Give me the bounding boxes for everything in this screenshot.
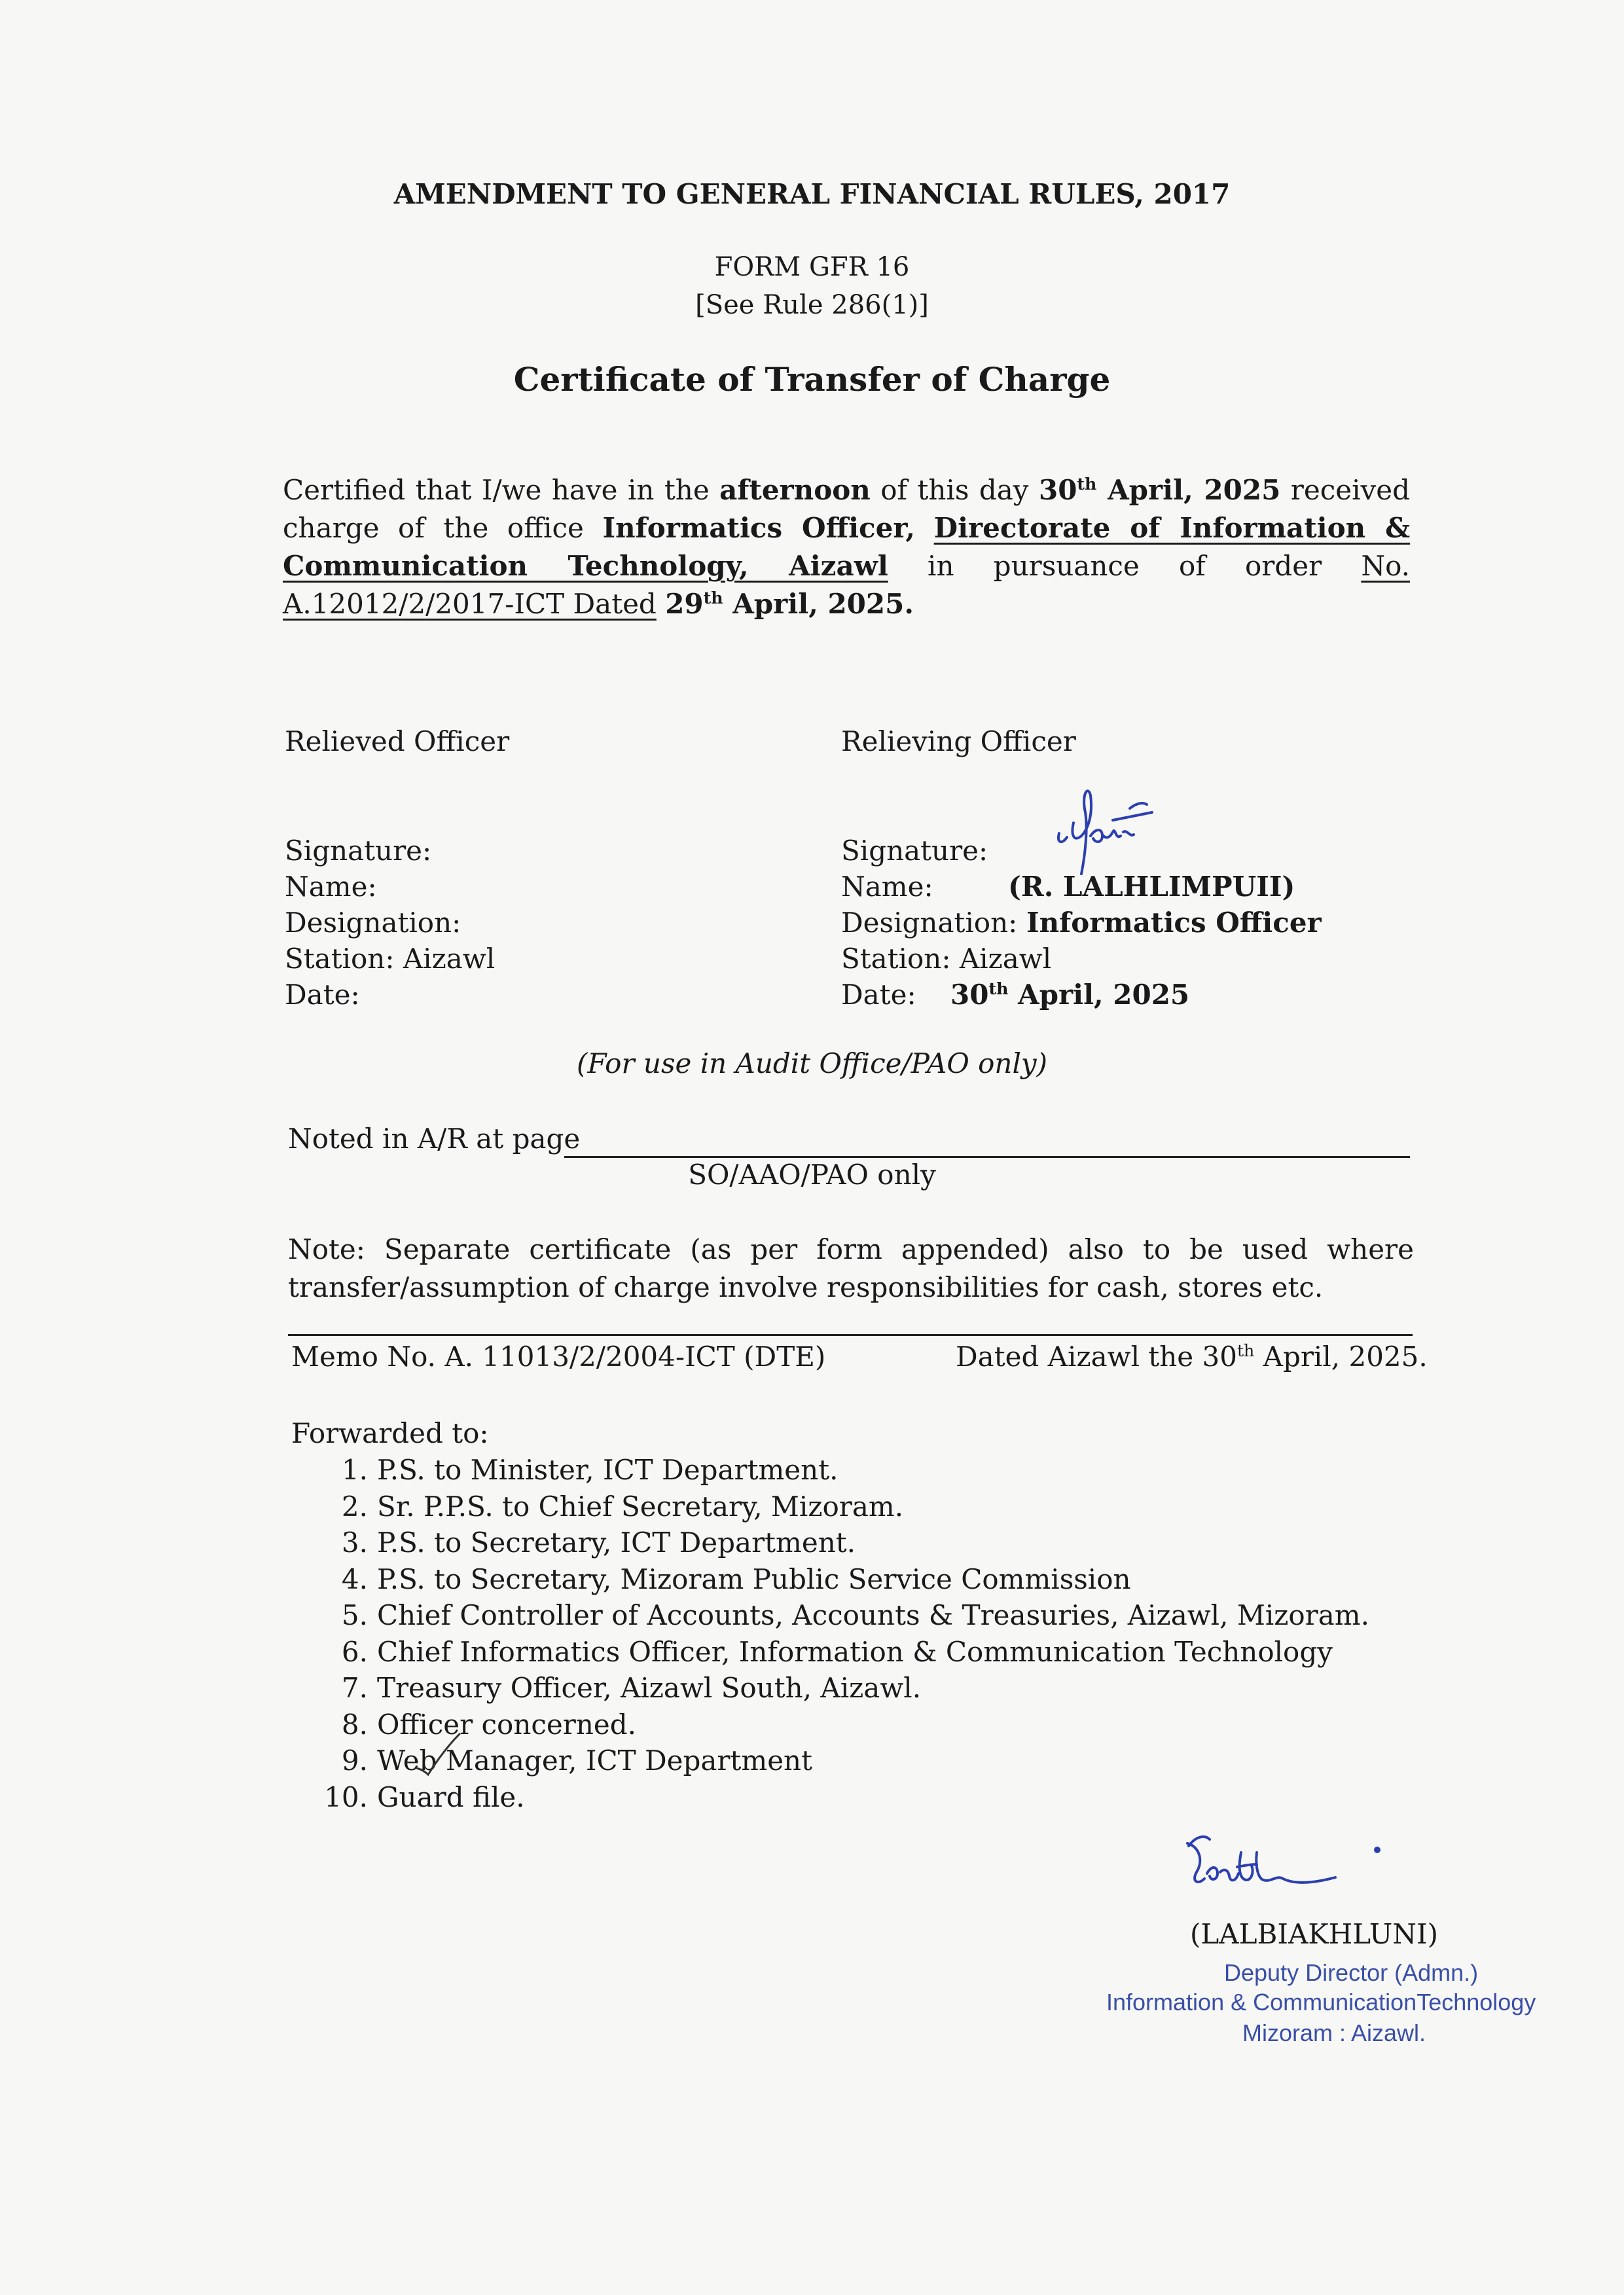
certificate-paragraph — [283, 471, 1410, 623]
cert-text-3: received charge of the office — [283, 474, 1410, 544]
list-number: 9. — [341, 1744, 368, 1777]
relieving-designation-value: Informatics Officer — [1026, 907, 1322, 939]
cert-day: 30 — [1038, 474, 1077, 506]
cert-day-sup: th — [1077, 474, 1097, 494]
cert-date: April, 2025 — [1096, 474, 1281, 506]
relieved-name-label: Name: — [285, 871, 377, 903]
cert-office: Informatics Officer, — [602, 512, 916, 544]
relieving-signature-icon — [1047, 782, 1218, 880]
list-item — [316, 1707, 1369, 1743]
memo-divider — [288, 1334, 1413, 1336]
list-item — [316, 1452, 1369, 1489]
relieving-date-value — [950, 979, 1189, 1011]
list-item — [316, 1743, 1369, 1779]
list-number: 7. — [341, 1672, 368, 1704]
list-number: 6. — [341, 1635, 368, 1668]
list-item — [316, 1779, 1369, 1816]
forwarded-list — [316, 1452, 1369, 1815]
noted-page-line — [564, 1156, 1410, 1158]
list-number: 2. — [341, 1490, 368, 1523]
rule-reference: [See Rule 286(1)] — [695, 290, 929, 320]
relieving-designation-label: Designation: — [841, 907, 1018, 939]
relieved-station: Station: Aizawl — [285, 943, 496, 975]
relieving-name-value: (R. LALHLIMPUII) — [1008, 871, 1295, 903]
list-text: Web Manager, ICT Department — [377, 1744, 812, 1777]
memo-date-sup: th — [1236, 1341, 1255, 1360]
signatory-signature-icon — [1178, 1826, 1401, 1918]
relieving-name-label: Name: — [841, 871, 933, 903]
cert-text-2: of this day — [870, 474, 1039, 506]
list-number: 3. — [341, 1527, 368, 1559]
relieved-officer-heading: Relieved Officer — [285, 725, 510, 757]
list-number: 1. — [341, 1454, 368, 1486]
memo-date-rest: April, 2025. — [1254, 1341, 1428, 1373]
cert-order-date: April, 2025. — [723, 588, 914, 620]
relieving-date-sup: th — [988, 979, 1009, 998]
relieving-date-label: Date: — [841, 979, 916, 1011]
tick-mark-icon — [411, 1731, 463, 1784]
memo-date-prefix: Dated Aizawl the 30 — [956, 1341, 1237, 1373]
relieving-signature-label: Signature: — [841, 835, 988, 867]
list-text: P.S. to Secretary, Mizoram Public Service Commission — [377, 1563, 1131, 1595]
relieved-signature-label: Signature: — [285, 835, 432, 867]
relieving-officer-heading: Relieving Officer — [841, 725, 1076, 757]
list-item — [316, 1670, 1369, 1707]
cert-text-1: Certified that I/we have in the — [283, 474, 720, 506]
list-text: P.S. to Secretary, ICT Department. — [377, 1527, 856, 1559]
cert-space — [915, 512, 934, 544]
audit-note: (For use in Audit Office/PAO only) — [576, 1047, 1048, 1079]
relieving-date-day: 30 — [950, 979, 989, 1011]
amendment-heading: AMENDMENT TO GENERAL FINANCIAL RULES, 2017 — [393, 178, 1231, 210]
cert-time: afternoon — [719, 474, 871, 506]
separate-certificate-note: Note: Separate certificate (as per form appended) also to be used where transfer/assumption of charge involve responsibilities for cash, stores etc. — [288, 1233, 1414, 1303]
memo-date — [956, 1341, 1428, 1373]
list-number: 4. — [341, 1563, 368, 1595]
list-text: Officer concerned. — [377, 1708, 636, 1741]
list-text: Treasury Officer, Aizawl South, Aizawl. — [377, 1672, 922, 1704]
form-number: FORM GFR 16 — [714, 252, 910, 282]
list-number: 8. — [341, 1708, 368, 1741]
stamp-location: Mizoram : Aizawl. — [1242, 2019, 1426, 2046]
so-aao-pao-only: SO/AAO/PAO only — [688, 1159, 936, 1191]
list-number: 5. — [341, 1599, 368, 1631]
relieved-designation-label: Designation: — [285, 907, 461, 939]
list-item — [316, 1597, 1369, 1634]
list-text: Guard file. — [377, 1780, 525, 1813]
cert-text-5: in pursuance of order — [888, 550, 1362, 582]
cert-order-number: No. A.12012/2/2017-ICT Dated — [283, 550, 1410, 620]
stamp-department: Information & CommunicationTechnology — [1106, 1989, 1536, 2015]
cert-space-2 — [657, 588, 665, 620]
relieving-date-rest: April, 2025 — [1008, 979, 1190, 1011]
relieved-date-label: Date: — [285, 979, 360, 1011]
cert-order-day: 29 — [665, 588, 704, 620]
memo-number: Memo No. A. 11013/2/2004-ICT (DTE) — [291, 1341, 826, 1373]
list-item — [316, 1525, 1369, 1561]
list-item — [316, 1561, 1369, 1598]
relieving-station: Station: Aizawl — [841, 943, 1052, 975]
list-item — [316, 1489, 1369, 1525]
list-text: P.S. to Minister, ICT Department. — [377, 1454, 839, 1486]
list-text: Chief Informatics Officer, Information & Communication Technology — [377, 1635, 1333, 1668]
list-text: Sr. P.P.S. to Chief Secretary, Mizoram. — [377, 1490, 904, 1523]
noted-in-ar: Noted in A/R at page — [288, 1123, 581, 1155]
certificate-title: Certificate of Transfer of Charge — [513, 360, 1111, 399]
stamp-designation: Deputy Director (Admn.) — [1224, 1959, 1479, 1986]
signatory-name: (LALBIAKHLUNI) — [1190, 1918, 1439, 1950]
forwarded-heading: Forwarded to: — [291, 1417, 489, 1449]
list-item — [316, 1634, 1369, 1671]
list-number: 10. — [324, 1780, 368, 1813]
list-text: Chief Controller of Accounts, Accounts & Treasuries, Aizawl, Mizoram. — [377, 1599, 1369, 1631]
cert-order-sup: th — [703, 588, 723, 607]
cert-directorate: Directorate of Information & Communication Technology, Aizawl — [283, 512, 1411, 582]
